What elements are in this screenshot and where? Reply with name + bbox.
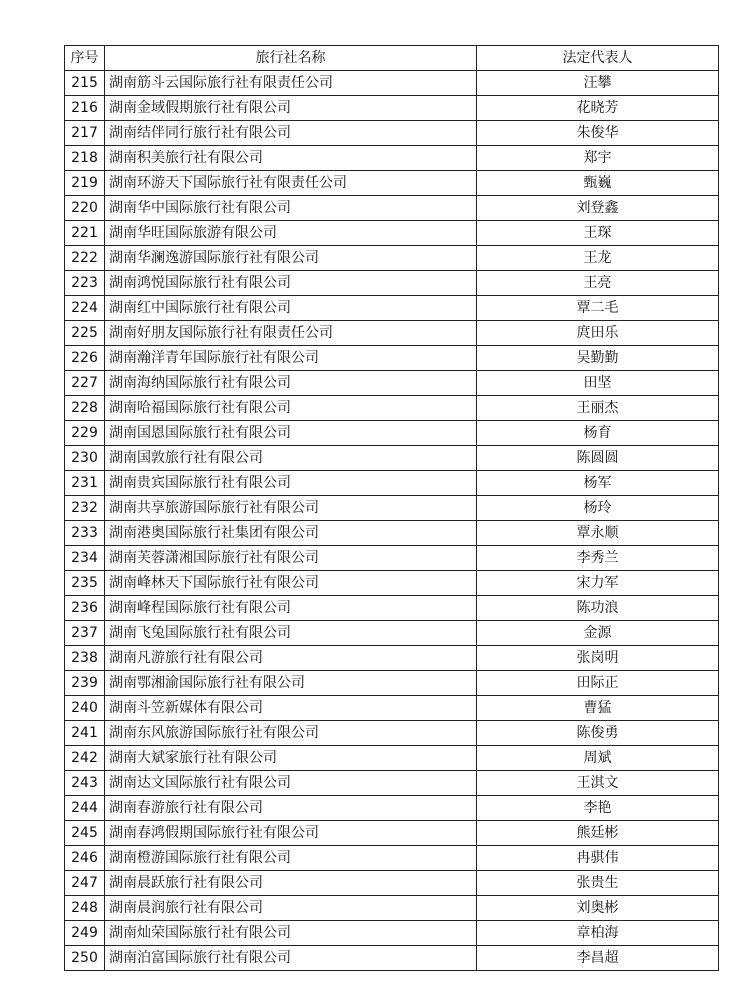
table-row [65,596,719,621]
serial-number-cell: 226 [65,346,105,371]
agency-name-cell: 湖南春游旅行社有限公司 [105,796,477,821]
legal-representative-cell: 冉骐伟 [477,846,719,871]
legal-representative-cell: 李昌超 [477,946,719,971]
agency-name-cell: 湖南鄂湘渝国际旅行社有限公司 [105,671,477,696]
legal-representative-cell: 李秀兰 [477,546,719,571]
serial-number-cell: 247 [65,871,105,896]
table-row [65,446,719,471]
serial-number-cell: 234 [65,546,105,571]
header-legal-representative: 法定代表人 [477,46,719,71]
legal-representative-cell: 李艳 [477,796,719,821]
agency-name-cell: 湖南华中国际旅行社有限公司 [105,196,477,221]
agency-name-cell: 湖南春鸿假期国际旅行社有限公司 [105,821,477,846]
legal-representative-cell: 金源 [477,621,719,646]
legal-representative-cell: 朱俊华 [477,121,719,146]
legal-representative-cell: 熊廷彬 [477,821,719,846]
serial-number-cell: 228 [65,396,105,421]
agency-name-cell: 湖南大斌家旅行社有限公司 [105,746,477,771]
table-row [65,121,719,146]
table-row [65,371,719,396]
header-agency-name: 旅行社名称 [105,46,477,71]
legal-representative-cell: 郑宇 [477,146,719,171]
table-row [65,621,719,646]
legal-representative-cell: 张贵生 [477,871,719,896]
table-row [65,396,719,421]
table-row [65,821,719,846]
agency-name-cell: 湖南华旺国际旅游有限公司 [105,221,477,246]
table-row [65,571,719,596]
agency-name-cell: 湖南晨跃旅行社有限公司 [105,871,477,896]
table-row [65,846,719,871]
serial-number-cell: 250 [65,946,105,971]
serial-number-cell: 233 [65,521,105,546]
table-row [65,321,719,346]
agency-name-cell: 湖南泊富国际旅行社有限公司 [105,946,477,971]
serial-number-cell: 245 [65,821,105,846]
legal-representative-cell: 汪攀 [477,71,719,96]
legal-representative-cell: 覃二毛 [477,296,719,321]
agency-name-cell: 湖南红中国际旅行社有限公司 [105,296,477,321]
serial-number-cell: 223 [65,271,105,296]
legal-representative-cell: 陈圆圆 [477,446,719,471]
agency-name-cell: 湖南鸿悦国际旅行社有限公司 [105,271,477,296]
agency-name-cell: 湖南筋斗云国际旅行社有限责任公司 [105,71,477,96]
legal-representative-cell: 田际正 [477,671,719,696]
serial-number-cell: 220 [65,196,105,221]
legal-representative-cell: 甄巍 [477,171,719,196]
table-row [65,521,719,546]
table-row [65,96,719,121]
table-row [65,246,719,271]
table-row [65,646,719,671]
legal-representative-cell: 杨育 [477,421,719,446]
serial-number-cell: 243 [65,771,105,796]
agency-name-cell: 湖南港奥国际旅行社集团有限公司 [105,521,477,546]
table-row [65,196,719,221]
agency-name-cell: 湖南哈福国际旅行社有限公司 [105,396,477,421]
serial-number-cell: 222 [65,246,105,271]
table-row [65,471,719,496]
serial-number-cell: 231 [65,471,105,496]
serial-number-cell: 219 [65,171,105,196]
table-row [65,171,719,196]
serial-number-cell: 235 [65,571,105,596]
table-row [65,771,719,796]
serial-number-cell: 227 [65,371,105,396]
serial-number-cell: 229 [65,421,105,446]
header-row [65,46,719,71]
table-row [65,146,719,171]
table-row [65,671,719,696]
serial-number-cell: 246 [65,846,105,871]
serial-number-cell: 218 [65,146,105,171]
table-row [65,946,719,971]
agency-name-cell: 湖南晨润旅行社有限公司 [105,896,477,921]
agency-name-cell: 湖南峰林天下国际旅行社有限公司 [105,571,477,596]
legal-representative-cell: 覃永顺 [477,521,719,546]
agency-name-cell: 湖南贵宾国际旅行社有限公司 [105,471,477,496]
agency-name-cell: 湖南斗笠新媒体有限公司 [105,696,477,721]
table-row [65,796,719,821]
serial-number-cell: 248 [65,896,105,921]
legal-representative-cell: 曹猛 [477,696,719,721]
serial-number-cell: 232 [65,496,105,521]
table-row [65,71,719,96]
agency-name-cell: 湖南东风旅游国际旅行社有限公司 [105,721,477,746]
table-row [65,546,719,571]
agency-name-cell: 湖南瀚洋青年国际旅行社有限公司 [105,346,477,371]
agency-name-cell: 湖南飞兔国际旅行社有限公司 [105,621,477,646]
agency-name-cell: 湖南国恩国际旅行社有限公司 [105,421,477,446]
legal-representative-cell: 王龙 [477,246,719,271]
serial-number-cell: 215 [65,71,105,96]
agency-name-cell: 湖南结伴同行旅行社有限公司 [105,121,477,146]
legal-representative-cell: 吴勤勤 [477,346,719,371]
table-row [65,871,719,896]
legal-representative-cell: 花晓芳 [477,96,719,121]
table-row [65,921,719,946]
serial-number-cell: 238 [65,646,105,671]
legal-representative-cell: 陈俊勇 [477,721,719,746]
legal-representative-cell: 周斌 [477,746,719,771]
table-row [65,346,719,371]
legal-representative-cell: 王淇文 [477,771,719,796]
legal-representative-cell: 刘登鑫 [477,196,719,221]
serial-number-cell: 225 [65,321,105,346]
agency-name-cell: 湖南国敦旅行社有限公司 [105,446,477,471]
table-row [65,721,719,746]
table-row [65,271,719,296]
legal-representative-cell: 刘奥彬 [477,896,719,921]
serial-number-cell: 242 [65,746,105,771]
legal-representative-cell: 章柏海 [477,921,719,946]
agency-name-cell: 湖南共享旅游国际旅行社有限公司 [105,496,477,521]
serial-number-cell: 249 [65,921,105,946]
table-row [65,746,719,771]
serial-number-cell: 217 [65,121,105,146]
agency-name-cell: 湖南灿荣国际旅行社有限公司 [105,921,477,946]
serial-number-cell: 237 [65,621,105,646]
legal-representative-cell: 张岗明 [477,646,719,671]
serial-number-cell: 230 [65,446,105,471]
legal-representative-cell: 杨军 [477,471,719,496]
legal-representative-cell: 陈功浪 [477,596,719,621]
legal-representative-cell: 杨玲 [477,496,719,521]
agency-name-cell: 湖南橙游国际旅行社有限公司 [105,846,477,871]
serial-number-cell: 240 [65,696,105,721]
agency-name-cell: 湖南达文国际旅行社有限公司 [105,771,477,796]
serial-number-cell: 241 [65,721,105,746]
agency-name-cell: 湖南凡游旅行社有限公司 [105,646,477,671]
header-serial-number: 序号 [65,46,105,71]
legal-representative-cell: 王亮 [477,271,719,296]
agency-name-cell: 湖南积美旅行社有限公司 [105,146,477,171]
legal-representative-cell: 田坚 [477,371,719,396]
agency-name-cell: 湖南好朋友国际旅行社有限责任公司 [105,321,477,346]
serial-number-cell: 216 [65,96,105,121]
agency-name-cell: 湖南峰程国际旅行社有限公司 [105,596,477,621]
agency-table [64,45,719,971]
serial-number-cell: 221 [65,221,105,246]
table-row [65,296,719,321]
serial-number-cell: 239 [65,671,105,696]
table-row [65,696,719,721]
agency-name-cell: 湖南华澜逸游国际旅行社有限公司 [105,246,477,271]
legal-representative-cell: 宋力军 [477,571,719,596]
serial-number-cell: 236 [65,596,105,621]
agency-name-cell: 湖南环游天下国际旅行社有限责任公司 [105,171,477,196]
serial-number-cell: 244 [65,796,105,821]
agency-name-cell: 湖南金域假期旅行社有限公司 [105,96,477,121]
legal-representative-cell: 庹田乐 [477,321,719,346]
table-row [65,421,719,446]
table-row [65,896,719,921]
table-row [65,221,719,246]
legal-representative-cell: 王丽杰 [477,396,719,421]
agency-name-cell: 湖南海纳国际旅行社有限公司 [105,371,477,396]
table-row [65,496,719,521]
agency-name-cell: 湖南芙蓉潇湘国际旅行社有限公司 [105,546,477,571]
serial-number-cell: 224 [65,296,105,321]
legal-representative-cell: 王琛 [477,221,719,246]
